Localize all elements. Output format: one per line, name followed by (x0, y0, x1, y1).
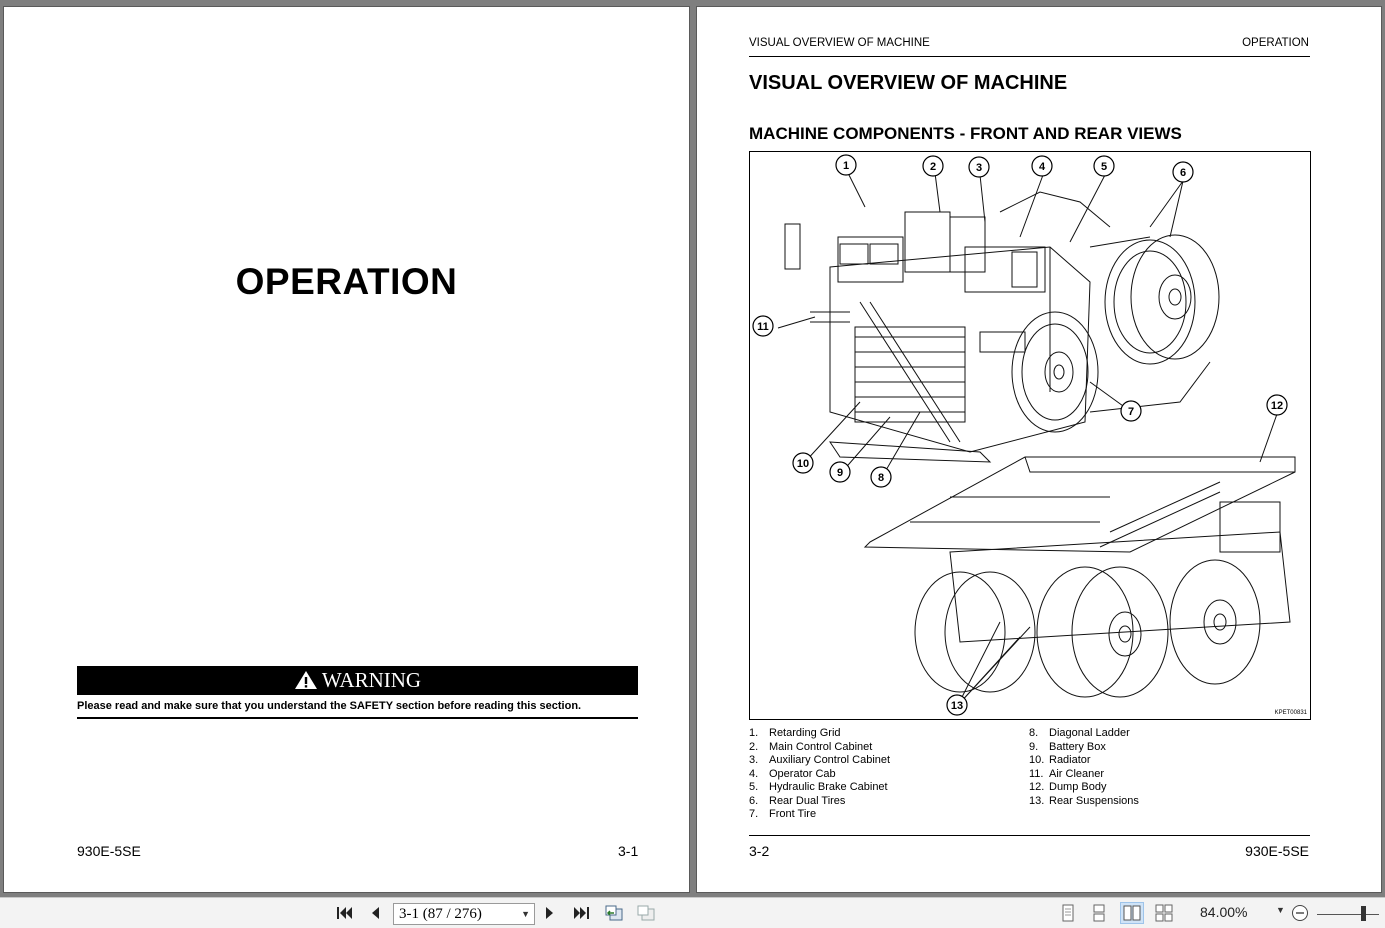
first-page-button[interactable] (333, 902, 357, 924)
single-page-icon (1060, 904, 1076, 922)
legend-list-right (1029, 727, 1139, 808)
warning-text: Please read and make sure that you understand the SAFETY section before reading this section. (77, 700, 582, 712)
callout-10: 10 (796, 458, 810, 470)
first-page-icon (336, 905, 354, 921)
footer-model: 930E-5SE (77, 843, 141, 859)
callout-5: 5 (1100, 161, 1108, 173)
next-view-button[interactable] (634, 902, 658, 924)
running-header-left: VISUAL OVERVIEW OF MACHINE (749, 37, 930, 49)
warning-banner (77, 666, 638, 695)
previous-page-button[interactable] (363, 902, 387, 924)
legend-item: 4. Operator Cab (749, 767, 836, 780)
zoom-slider-track[interactable] (1317, 914, 1379, 915)
zoom-slider-thumb[interactable] (1361, 906, 1366, 921)
page-title: VISUAL OVERVIEW OF MACHINE (749, 72, 1068, 94)
legend-item: 3. Auxiliary Control Cabinet (749, 754, 891, 766)
legend-item: 1. Retarding Grid (749, 727, 841, 739)
callout-13: 13 (950, 700, 964, 712)
callout-4: 4 (1038, 161, 1046, 173)
legend-item: 6. Rear Dual Tires (749, 794, 846, 807)
previous-page-icon (369, 905, 381, 921)
callout-7: 7 (1127, 406, 1135, 418)
footer-page-number: 3-2 (749, 843, 770, 859)
machine-illustration (749, 151, 1311, 720)
legend-item: 12. Dump Body (1029, 781, 1107, 793)
warning-rule (77, 717, 638, 719)
footer-page-number: 3-1 (618, 843, 639, 859)
zoom-level[interactable]: 84.00% (1200, 904, 1248, 920)
running-header-right: OPERATION (1242, 37, 1309, 49)
single-page-view-button[interactable] (1056, 902, 1080, 924)
warning-label: WARNING (321, 668, 422, 692)
next-page-icon (544, 905, 556, 921)
callout-9: 9 (836, 467, 844, 479)
chevron-down-icon[interactable]: ▼ (521, 909, 530, 919)
callout-8: 8 (877, 472, 885, 484)
facing-icon (1123, 904, 1141, 922)
legend-item: 11. Air Cleaner (1029, 767, 1105, 780)
callout-12: 12 (1270, 400, 1284, 412)
continuous-icon (1091, 904, 1107, 922)
next-page-button[interactable] (538, 902, 562, 924)
previous-view-icon (604, 904, 624, 922)
figure-code: KPET00831 (1274, 710, 1307, 716)
left-page (3, 6, 690, 893)
legend-item: 5. Hydraulic Brake Cabinet (749, 781, 888, 793)
viewer-toolbar (0, 897, 1385, 928)
page-indicator: 3-1 (87 / 276) (399, 906, 482, 922)
last-page-icon (572, 905, 590, 921)
legend-item: 7. Front Tire (749, 808, 817, 820)
right-page (696, 6, 1382, 893)
callout-6: 6 (1179, 167, 1187, 179)
last-page-button[interactable] (569, 902, 593, 924)
callout-11: 11 (757, 321, 769, 333)
continuous-facing-view-button[interactable] (1152, 902, 1176, 924)
facing-view-button[interactable] (1120, 902, 1144, 924)
next-view-icon (636, 904, 656, 922)
legend-list-left (749, 727, 890, 822)
chevron-down-icon[interactable]: ▼ (1276, 905, 1285, 915)
legend-item: 10. Radiator (1029, 754, 1091, 766)
section-subtitle: MACHINE COMPONENTS - FRONT AND REAR VIEWS (749, 124, 1182, 143)
page-number-input[interactable] (393, 903, 535, 925)
continuous-view-button[interactable] (1087, 902, 1111, 924)
section-title: OPERATION (235, 261, 458, 302)
zoom-out-button[interactable] (1288, 902, 1312, 924)
previous-view-button[interactable] (602, 902, 626, 924)
zoom-out-icon (1291, 904, 1309, 922)
legend-item: 8. Diagonal Ladder (1029, 727, 1130, 739)
header-rule (749, 56, 1310, 57)
legend-item: 13. Rear Suspensions (1029, 794, 1139, 807)
footer-rule (749, 835, 1310, 836)
footer-model: 930E-5SE (1245, 843, 1309, 859)
callout-1: 1 (842, 160, 850, 172)
continuous-facing-icon (1155, 904, 1173, 922)
legend-item: 9. Battery Box (1029, 740, 1106, 753)
callout-2: 2 (929, 161, 937, 173)
truck-drawing (750, 152, 1310, 719)
legend-item: 2. Main Control Cabinet (749, 740, 873, 753)
warning-icon (294, 670, 318, 690)
callout-3: 3 (975, 162, 983, 174)
